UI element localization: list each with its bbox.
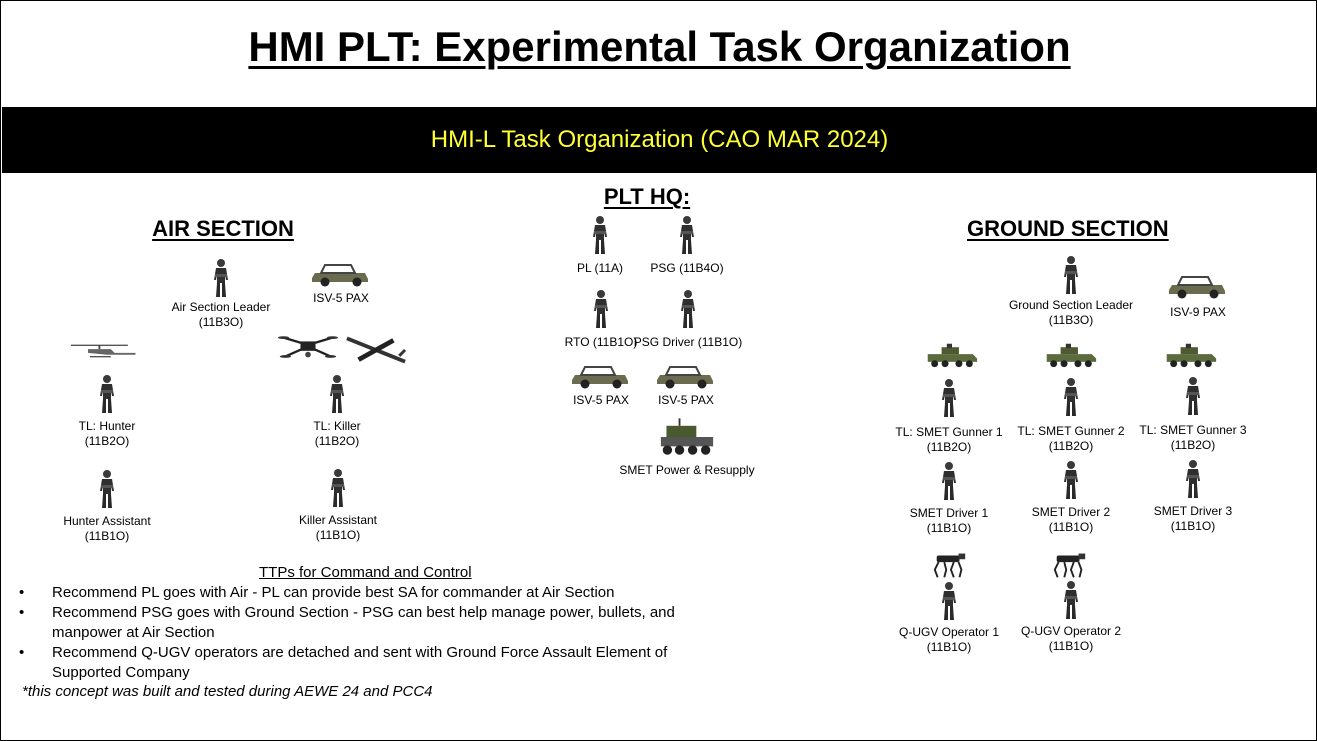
unit-pl: PL (11A): [556, 213, 644, 276]
soldier-icon: [939, 460, 959, 502]
soldier-icon: [97, 373, 117, 415]
unit-hunter-assistant: Hunter Assistant (11B1O): [55, 468, 159, 544]
soldier-icon: [939, 580, 959, 622]
air-section-title: AIR SECTION: [152, 216, 294, 241]
soldier-icon: [591, 287, 611, 331]
helicopter-drone-icon: [69, 341, 145, 361]
unit-smet-power-resupply: SMET Power & Resupply: [617, 417, 757, 478]
robot-dog-icon: [931, 549, 969, 579]
unit-smet-driver-3: SMET Driver 3 (11B1O): [1145, 458, 1241, 534]
unit-rto: RTO (11B1O): [556, 287, 646, 350]
fixed-wing-drone-icon: [345, 334, 407, 366]
unit-q-ugv-operator-1: Q-UGV Operator 1 (11B1O): [893, 580, 1005, 655]
page-title: HMI PLT: Experimental Task Organization: [248, 23, 1071, 70]
banner: [2, 107, 1317, 173]
ttp-item: • Recommend Q-UGV operators are detached and sent with Ground Force Assault Element of Supported Company: [19, 643, 699, 683]
unit-isv9-pax: ISV-9 PAX: [1161, 273, 1235, 320]
unit-tl-killer: TL: Killer (11B2O): [291, 373, 383, 449]
smet-robot-icon: [659, 417, 715, 457]
unit-killer-assistant: Killer Assistant (11B1O): [285, 467, 391, 543]
ttp-title: TTPs for Command and Control: [259, 564, 472, 581]
stryker-vehicle-icon: [1045, 341, 1097, 369]
unit-smet-gunner-3: TL: SMET Gunner 3 (11B2O): [1135, 375, 1251, 453]
robot-dog-icon: [1051, 549, 1089, 579]
ground-section-title: GROUND SECTION: [967, 216, 1169, 241]
soldier-icon: [1183, 375, 1203, 417]
unit-q-ugv-operator-2: Q-UGV Operator 2 (11B1O): [1015, 579, 1127, 654]
soldier-icon: [590, 213, 610, 257]
isv-vehicle-icon: [571, 363, 631, 389]
soldier-icon: [97, 468, 117, 510]
soldier-icon: [327, 373, 347, 415]
ttp-item: • Recommend PL goes with Air - PL can provide best SA for commander at Air Section: [19, 583, 699, 603]
ttp-list: [19, 583, 699, 683]
ttp-item: • Recommend PSG goes with Ground Section - PSG can best help manage power, bullets, and manpower at Air Section: [19, 603, 699, 643]
plt-hq-title: PLT HQ:: [603, 184, 691, 209]
unit-smet-driver-2: SMET Driver 2 (11B1O): [1023, 459, 1119, 535]
soldier-icon: [1183, 458, 1203, 500]
soldier-icon: [1061, 376, 1081, 418]
soldier-icon: [1061, 579, 1081, 621]
soldier-icon: [328, 467, 348, 509]
unit-smet-gunner-2: TL: SMET Gunner 2 (11B2O): [1013, 376, 1129, 454]
unit-ground-section-leader: Ground Section Leader (11B3O): [1006, 254, 1136, 328]
unit-isv5-pax-2: ISV-5 PAX: [651, 363, 721, 408]
soldier-icon: [211, 258, 231, 298]
unit-tl-hunter: TL: Hunter (11B2O): [61, 373, 153, 449]
stryker-vehicle-icon: [1165, 341, 1217, 369]
soldier-icon: [939, 377, 959, 419]
quadcopter-drone-icon: [277, 332, 339, 364]
isv-vehicle-icon: [311, 261, 371, 287]
isv-vehicle-icon: [656, 363, 716, 389]
footnote: *this concept was built and tested during AEWE 24 and PCC4: [22, 683, 433, 700]
unit-psg-driver: PSG Driver (11B1O): [633, 287, 743, 350]
soldier-icon: [1061, 459, 1081, 501]
unit-air-isv5-pax: ISV-5 PAX: [305, 261, 377, 306]
soldier-icon: [678, 287, 698, 331]
unit-smet-gunner-1: TL: SMET Gunner 1 (11B2O): [891, 377, 1007, 455]
soldier-icon: [1061, 254, 1081, 296]
banner-text: HMI-L Task Organization (CAO MAR 2024): [430, 126, 889, 153]
unit-smet-driver-1: SMET Driver 1 (11B1O): [901, 460, 997, 536]
stryker-vehicle-icon: [926, 341, 978, 369]
unit-isv5-pax-1: ISV-5 PAX: [566, 363, 636, 408]
soldier-icon: [677, 213, 697, 257]
isv-vehicle-icon: [1168, 273, 1228, 299]
unit-air-section-leader: Air Section Leader (11B3O): [161, 258, 281, 330]
unit-psg: PSG (11B4O): [639, 213, 735, 276]
